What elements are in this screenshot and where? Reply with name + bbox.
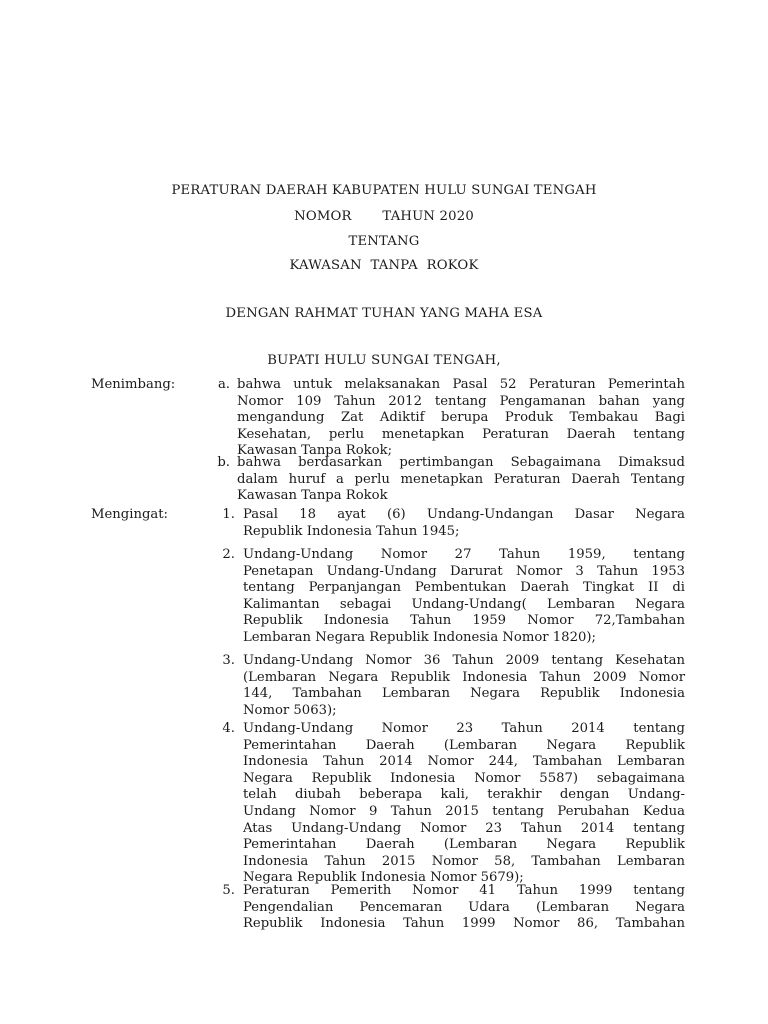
menimbang-label: Menimbang:: [91, 377, 176, 392]
text-line: Undang-Undang Nomor 23 Tahun 2014 tentang: [243, 721, 685, 736]
menimbang-marker-a: a.: [217, 377, 230, 392]
text-line: Pasal 18 ayat (6) Undang-Undangan Dasar Negara: [243, 507, 685, 522]
text-line: Kawasan Tanpa Rokok;: [237, 443, 393, 459]
text-line: Pengendalian Pencemaran Udara (Lembaran Negara: [243, 899, 685, 915]
text-line: Nomor 5063);: [243, 702, 337, 718]
mengingat-marker-1: 1.: [222, 507, 235, 522]
text-line: Pemerintahan Daerah (Lembaran Negara Republik: [243, 737, 685, 753]
text-line: Peraturan Pemerith Nomor 41 Tahun 1999 tentang: [243, 883, 685, 898]
menimbang-marker-b: b.: [217, 455, 230, 470]
text-line: (Lembaran Negara Republik Indonesia Tahun 2009 Nomor: [243, 669, 685, 685]
text-line: Indonesia Tahun 2014 Nomor 244, Tambahan Lembaran: [243, 754, 685, 770]
menimbang-item-b: [237, 455, 685, 505]
text-line: Negara Republik Indonesia Nomor 5679);: [243, 870, 524, 886]
regulation-number: NOMOR TAHUN 2020: [294, 209, 474, 224]
text-line: Undang Nomor 9 Tahun 2015 tentang Perubahan Kedua: [243, 803, 685, 819]
text-line: mengandung Zat Adiktif berupa Produk Tembakau Bagi: [237, 410, 685, 426]
text-line: bahwa berdasarkan pertimbangan Sebagaimana Dimaksud: [237, 455, 685, 470]
text-line: Kawasan Tanpa Rokok: [237, 488, 388, 504]
text-line: Republik Indonesia Tahun 1999 Nomor 86, Tambahan: [243, 916, 685, 932]
text-line: 144, Tambahan Lembaran Negara Republik Indonesia: [243, 686, 685, 702]
text-line: Undang-Undang Nomor 27 Tahun 1959, tentang: [243, 547, 685, 562]
menimbang-item-a: [237, 377, 685, 460]
mengingat-marker-2: 2.: [222, 547, 235, 562]
text-line: Republik Indonesia Tahun 1959 Nomor 72,Tambahan: [243, 613, 685, 629]
mengingat-item-5: [243, 883, 685, 933]
issuing-official: BUPATI HULU SUNGAI TENGAH,: [267, 353, 501, 368]
regulation-about: TENTANG: [348, 234, 420, 249]
mengingat-item-2: [243, 547, 685, 647]
text-line: Indonesia Tahun 2015 Nomor 58, Tambahan Lembaran: [243, 853, 685, 869]
preamble: DENGAN RAHMAT TUHAN YANG MAHA ESA: [225, 306, 543, 321]
text-line: Kalimantan sebagai Undang-Undang( Lembaran Negara: [243, 596, 685, 612]
text-line: bahwa untuk melaksanakan Pasal 52 Peraturan Pemerintah: [237, 377, 685, 392]
mengingat-marker-3: 3.: [222, 653, 235, 668]
mengingat-marker-4: 4.: [222, 721, 235, 736]
text-line: tentang Perpanjangan Pembentukan Daerah Tingkat II di: [243, 580, 685, 596]
text-line: Negara Republik Indonesia Nomor 5587) sebagaimana: [243, 770, 685, 786]
mengingat-marker-5: 5.: [222, 883, 235, 898]
text-line: Nomor 109 Tahun 2012 tentang Pengamanan bahan yang: [237, 393, 685, 409]
text-line: Atas Undang-Undang Nomor 23 Tahun 2014 tentang: [243, 820, 685, 836]
regulation-title: PERATURAN DAERAH KABUPATEN HULU SUNGAI TENGAH: [171, 183, 597, 198]
text-line: Penetapan Undang-Undang Darurat Nomor 3 Tahun 1953: [243, 563, 685, 579]
mengingat-label: Mengingat:: [91, 507, 169, 522]
regulation-subject: KAWASAN TANPA ROKOK: [289, 258, 479, 273]
text-line: dalam huruf a perlu menetapkan Peraturan Daerah Tentang: [237, 471, 685, 487]
text-line: Lembaran Negara Republik Indonesia Nomor 1820);: [243, 629, 596, 645]
text-line: telah diubah beberapa kali, terakhir dengan Undang-: [243, 787, 685, 803]
text-line: Undang-Undang Nomor 36 Tahun 2009 tentang Kesehatan: [243, 653, 685, 668]
mengingat-item-4: [243, 721, 685, 887]
mengingat-item-3: [243, 653, 685, 719]
text-line: Pemerintahan Daerah (Lembaran Negara Republik: [243, 837, 685, 853]
mengingat-item-1: [243, 507, 685, 540]
text-line: Kesehatan, perlu menetapkan Peraturan Daerah tentang: [237, 426, 685, 442]
text-line: Republik Indonesia Tahun 1945;: [243, 523, 460, 539]
